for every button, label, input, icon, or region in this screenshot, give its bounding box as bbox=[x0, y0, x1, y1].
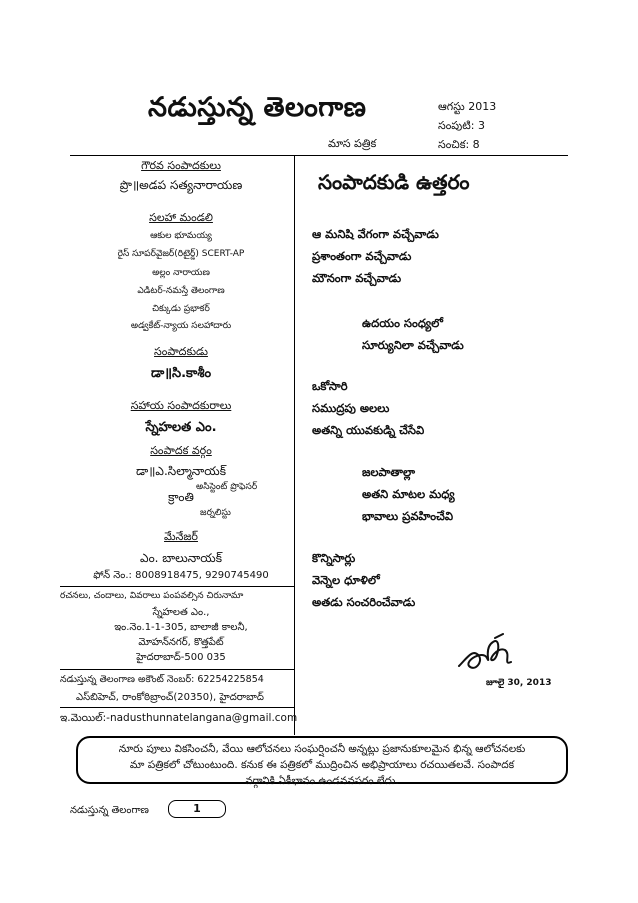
editor-name: డా॥సి.కాశీం bbox=[150, 366, 212, 381]
assoc-editor-name: స్నేహలత ఎం. bbox=[145, 420, 217, 435]
masthead-title: నడుస్తున్న తెలంగాణ bbox=[148, 92, 367, 123]
assoc-editor-label: సహాయ సంపాదకురాలు bbox=[130, 399, 232, 412]
board-member: క్రాంతి bbox=[168, 490, 194, 504]
advisor-role: రైస్ సూపర్‌వైజర్(రిటైర్డ్) SCERT-AP bbox=[117, 249, 245, 259]
poem-line: జలపాతాల్లా bbox=[362, 465, 416, 479]
footer-name: నడుస్తున్న తెలంగాణ bbox=[70, 805, 149, 816]
disclaimer-line: నూరు పూలు వికసించనీ, వేయి ఆలోచనలు సంఘర్షించనీ అన్నట్లు ప్రజానుకూలమైన భిన్న ఆలోచనలకు bbox=[118, 743, 526, 755]
poem-line: అతన్ని యువకుడ్ని చేసేవి bbox=[312, 423, 425, 437]
manager-name: ఎం. బాలునాయక్ bbox=[140, 551, 222, 565]
advisor-name: ఆకుల భూమయ్య bbox=[150, 231, 212, 241]
issue-volume: సంపుటి: 3 bbox=[438, 119, 485, 132]
issue-month: ఆగస్టు 2013 bbox=[438, 100, 497, 113]
poem-line: అతడు సంచరించేవాడు bbox=[312, 595, 416, 609]
poem-line: సూర్యునిలా వచ్చేవాడు bbox=[362, 338, 464, 352]
poem-line: ప్రశాంతంగా వచ్చేవాడు bbox=[312, 249, 412, 263]
honorary-editor: ప్రొ॥అడప సత్యనారాయణ bbox=[119, 178, 243, 192]
issue-number: సంచిక: 8 bbox=[438, 138, 480, 151]
address-label: రచనలు, చందాలు, వివరాలు పంపవల్సిన చిరునామా bbox=[60, 591, 244, 601]
poem-line: ఒకోసారి bbox=[312, 379, 348, 393]
page-number: 1 bbox=[168, 800, 226, 818]
address-line: ఇం.నెం.1-1-305, బాలాజీ కాలనీ, bbox=[114, 622, 248, 633]
advisor-name: చిక్కుడు ప్రభాకర్ bbox=[152, 304, 210, 314]
honorary-editor-label: గౌరవ సంపాదకులు bbox=[141, 159, 221, 172]
disclaimer-line: వర్గానికి ఏకీభావం ఉండనవసరం లేదు. bbox=[245, 775, 399, 787]
poem-line: ఉదయం సంధ్యలో bbox=[362, 316, 443, 330]
poem-line: వెన్నెల ధూళిలో bbox=[312, 573, 380, 587]
disclaimer-note bbox=[76, 736, 568, 787]
editorial-title: సంపాదకుడి ఉత్తరం bbox=[318, 170, 470, 194]
email-rule bbox=[60, 707, 294, 708]
advisory-label: సలహా మండలి bbox=[149, 211, 213, 224]
poem-line: ఆ మనిషి వేగంగా వచ్చేవాడు bbox=[312, 227, 439, 241]
advisor-role: ఎడిటర్-నమస్తే తెలంగాణ bbox=[137, 286, 225, 296]
column-divider bbox=[294, 155, 295, 735]
email-address: ఇ.మెయిల్:-nadusthunnatelangana@gmail.com bbox=[60, 712, 298, 724]
account-rule bbox=[60, 669, 294, 670]
signature bbox=[453, 628, 523, 682]
address-rule bbox=[60, 586, 294, 587]
poem-line: అతని మాటల మధ్య bbox=[362, 487, 455, 501]
address-line: హైదరాబాద్-500 035 bbox=[136, 652, 226, 663]
board-member-role: అసిస్టెంట్ ప్రొఫెసర్ bbox=[196, 482, 258, 492]
disclaimer-line: మా పత్రికలో చోటుంటుంది. కనుక ఈ పత్రికలో ముద్రించిన అభిప్రాయాలు రచయితలవే. సంపాదక bbox=[129, 759, 515, 771]
editor-label: సంపాదకుడు bbox=[154, 345, 208, 358]
advisor-role: అడ్వకేట్-న్యాయ సలహాదారు bbox=[130, 321, 232, 331]
poem-line: సముద్రపు అలలు bbox=[312, 401, 390, 415]
poem-line: భావాలు ప్రవహించేవి bbox=[362, 509, 454, 523]
manager-label: మేనేజర్ bbox=[164, 530, 198, 543]
poem-line: మౌనంగా వచ్చేవాడు bbox=[312, 271, 402, 285]
advisor-name: అల్లం నారాయణ bbox=[152, 268, 210, 278]
account-number: నడుస్తున్న తెలంగాణ అకౌంట్ నెంబర్: 62254225854 bbox=[60, 674, 264, 685]
board-member-role: జర్నలిస్టు bbox=[200, 508, 231, 518]
address-line: స్నేహలత ఎం., bbox=[152, 607, 210, 618]
editorial-date: జూలై 30, 2013 bbox=[486, 678, 552, 688]
masthead-rule bbox=[70, 155, 568, 156]
poem-line: కొన్నిసార్లు bbox=[312, 551, 356, 565]
masthead-subtitle: మాస పత్రిక bbox=[328, 137, 377, 150]
bank-branch: ఎస్‌బిహెచ్, రాంకోఠిబ్రాంచ్(20350), హైదరాబాద్ bbox=[76, 692, 264, 703]
board-label: సంపాదక వర్గం bbox=[150, 444, 212, 457]
board-member: డా॥ఎ.సిల్మానాయక్ bbox=[136, 464, 226, 478]
phone-number: ఫోన్ నెం.: 8008918475, 9290745490 bbox=[93, 570, 269, 581]
address-line: మోహన్‌నగర్, కొత్తపేట్ bbox=[138, 637, 224, 648]
